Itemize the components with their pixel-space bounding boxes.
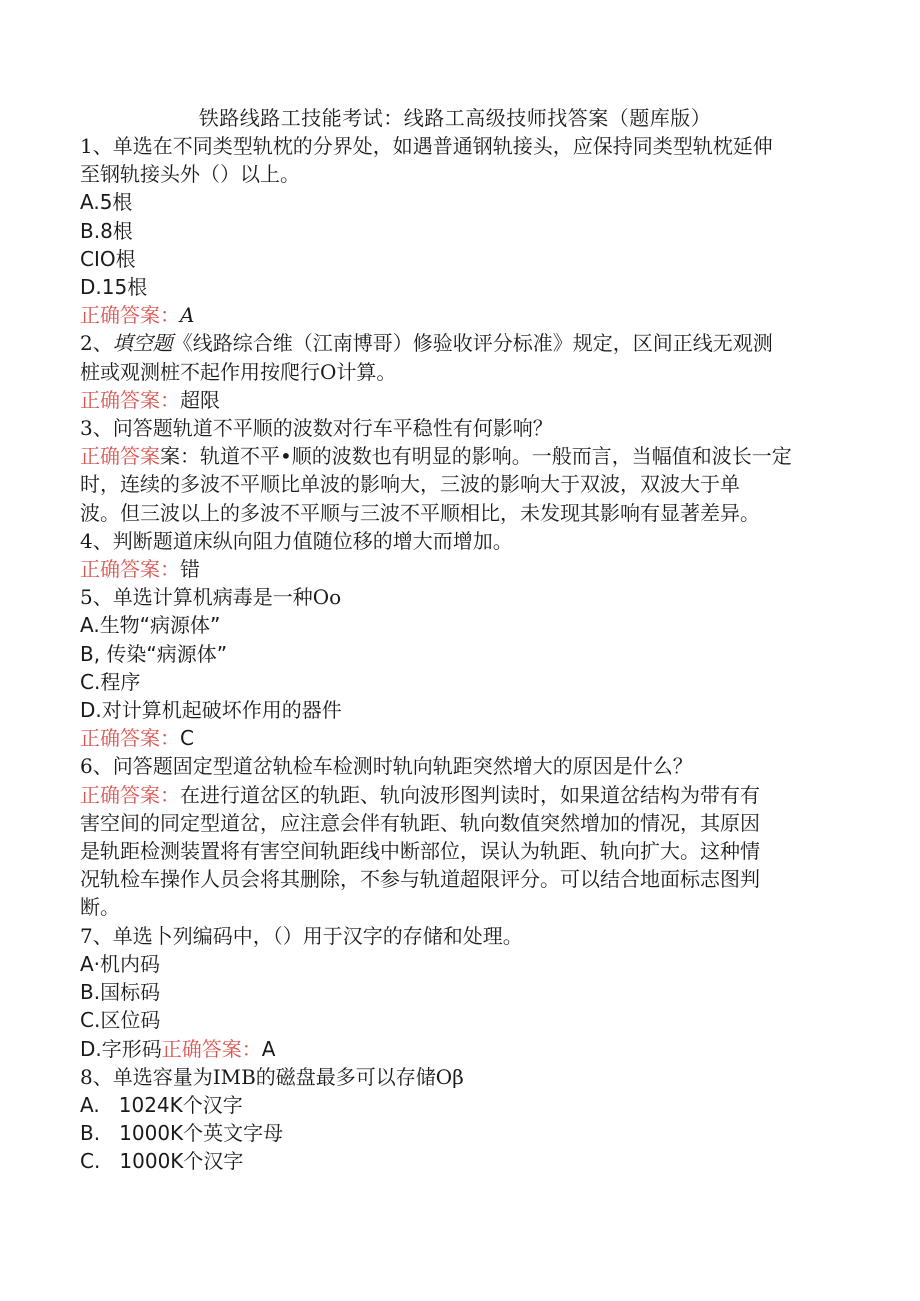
question-1-line-2: 至钢轨接头外（）以上。	[80, 162, 300, 187]
question-8-option-b: B. 1000K个英文字母	[80, 1121, 284, 1146]
question-8-option-c: C. 1000K个汉字	[80, 1149, 244, 1174]
question-7-option-c: C.区位码	[80, 1008, 161, 1033]
answer-value: C	[180, 726, 194, 751]
question-3-answer-line-1	[80, 442, 830, 470]
question-1-option-b: B.8根	[80, 218, 133, 243]
question-number: 2、	[80, 331, 113, 356]
question-1-option-c: CIO根	[80, 246, 136, 271]
question-6-answer-line-2: 害空间的同定型道岔，应注意会伴有轨距、轨向数值突然增加的情况，其原因	[80, 810, 760, 835]
question-text: 《线路综合维（江南博哥）修验收评分标准》规定，区间正线无观测	[172, 331, 773, 356]
question-6-text: 6、问答题固定型道岔轨检车检测时轨向轨距突然增大的原因是什么？	[80, 754, 693, 779]
document-page	[80, 104, 830, 1176]
question-2-line-2: 桩或观测桩不起作用按爬行O计算。	[80, 359, 397, 384]
question-5-option-d: D.对计算机起破坏作用的器件	[80, 698, 342, 723]
answer-value: 超限	[180, 387, 220, 412]
answer-text: 在进行道岔区的轨距、轨向波形图判读时，如果道岔结构为带有有	[180, 782, 760, 807]
answer-label: 正确答案：	[80, 782, 180, 807]
answer-text: 案：轨道不平•顺的波数也有明显的影响。一般而言，当幅值和波长一定	[160, 444, 792, 469]
question-2-line-1	[80, 329, 830, 357]
answer-label: 正确答案：	[80, 303, 180, 328]
question-3-text: 3、问答题轨道不平顺的波数对行车平稳性有何影响？	[80, 416, 553, 441]
question-5-option-c: C.程序	[80, 669, 141, 694]
answer-value: 错	[180, 557, 200, 582]
question-4-text: 4、判断题道床纵向阻力值随位移的增大而增加。	[80, 528, 513, 553]
question-6-answer-line-1	[80, 781, 830, 809]
page-title: 铁路线路工技能考试：线路工高级技师找答案（题库版）	[198, 106, 712, 130]
answer-label: 正确答案	[80, 444, 160, 469]
answer-label: 正确答案：	[161, 1036, 262, 1061]
question-6-answer-line-4: 况轨检车操作人员会将其删除，不参与轨道超限评分。可以结合地面标志图判	[80, 867, 760, 892]
answer-label: 正确答案：	[80, 557, 180, 582]
question-7-option-a: A·机内码	[80, 951, 161, 976]
question-1-answer	[80, 301, 830, 329]
question-type: 填空题	[112, 331, 173, 356]
question-4-answer	[80, 555, 830, 583]
answer-label: 正确答案：	[80, 387, 180, 412]
question-8-option-a: A. 1024K个汉字	[80, 1092, 243, 1117]
question-5-answer	[80, 724, 830, 752]
question-1-line-1: 1、单选在不同类型轨枕的分界处，如遇普通钢轨接头，应保持同类型轨枕延伸	[80, 134, 773, 158]
question-3-answer-line-2: 时，连续的多波不平顺比单波的影响大，三波的影响大于双波，双波大于单	[80, 472, 740, 497]
question-5-option-a: A.生物“病源体”	[80, 613, 221, 638]
question-5-option-b: B, 传染“病源体”	[80, 641, 228, 666]
question-3-answer-line-3: 波。但三波以上的多波不平顺与三波不平顺相比，未发现其影响有显著差异。	[80, 500, 760, 525]
question-1-option-a: A.5根	[80, 190, 133, 215]
question-5-text: 5、单选计算机病毒是一种Oo	[80, 585, 342, 610]
answer-label: 正确答案：	[80, 726, 180, 751]
question-7-option-d-with-answer	[80, 1035, 830, 1063]
question-1-option-d: D.15根	[80, 275, 148, 300]
question-7-option-d: D.字形码	[80, 1036, 162, 1061]
question-2-answer	[80, 386, 830, 414]
question-7-option-b: B.国标码	[80, 980, 161, 1005]
answer-value: A	[180, 303, 195, 328]
question-7-text: 7、单选卜列编码中，（）用于汉字的存储和处理。	[80, 923, 523, 948]
question-6-answer-line-5: 断。	[80, 895, 120, 920]
answer-value: A	[261, 1036, 276, 1061]
question-8-text: 8、单选容量为IMB的磁盘最多可以存储Oβ	[80, 1064, 464, 1089]
question-6-answer-line-3: 是轨距检测装置将有害空间轨距线中断部位，误认为轨距、轨向扩大。这种情	[80, 839, 760, 864]
